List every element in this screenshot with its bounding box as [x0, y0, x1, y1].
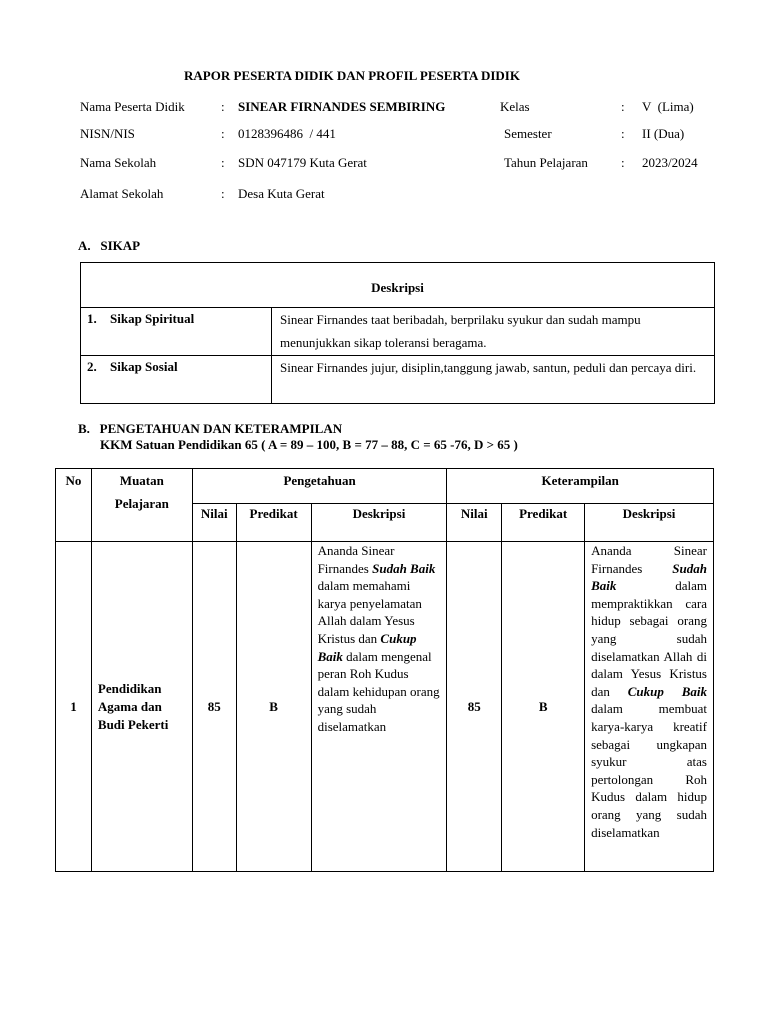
desc-text: dalam membuat karya-karya kreatif sebagai ungkapan syukur atas pertolongan Roh Kudus dalam hidup orang yang sudah diselamatkan — [591, 701, 707, 840]
nama-label: Nama Peserta Didik — [80, 99, 185, 114]
sikap-table-header: Deskripsi — [81, 263, 715, 308]
desc-emphasis: Sudah Baik — [591, 560, 707, 594]
nisn-label: NISN/NIS — [80, 126, 135, 141]
sekolah-value: SDN 047179 Kuta Gerat — [238, 155, 367, 170]
desc-text: dalam mempraktikkan cara hidup sebagai orang yang sudah diselamatkan Allah di dalam Yesus Kristus dan — [591, 578, 707, 699]
kelas-value: V (Lima) — [642, 99, 694, 114]
table-row — [81, 356, 715, 404]
row-k-deskripsi — [585, 542, 714, 872]
section-b-heading: B. PENGETAHUAN DAN KETERAMPILAN — [78, 421, 343, 436]
semester-value: II (Dua) — [642, 126, 685, 141]
desc-emphasis: Cukup Baik — [317, 630, 417, 664]
row-p-predikat: B — [236, 542, 311, 872]
col-no: No — [56, 469, 92, 542]
table-row — [56, 542, 714, 872]
col-muatan: Muatan Pelajaran — [91, 469, 192, 542]
sikap-sosial-desc: Sinear Firnandes jujur, disiplin,tanggung jawab, santun, peduli dan percaya diri. — [272, 356, 715, 404]
col-p-deskripsi: Deskripsi — [311, 504, 447, 542]
sikap-sosial-label: Sikap Sosial — [110, 359, 178, 374]
col-k-nilai: Nilai — [447, 504, 502, 542]
row-number: 1. — [87, 311, 97, 326]
sikap-label — [81, 308, 272, 356]
row-number: 2. — [87, 359, 97, 374]
sikap-spiritual-label: Sikap Spiritual — [110, 311, 195, 326]
tahun-label: Tahun Pelajaran — [504, 155, 588, 170]
desc-text: Ananda Sinear Firnandes — [591, 543, 707, 576]
alamat-label: Alamat Sekolah — [80, 186, 164, 201]
col-pengetahuan: Pengetahuan — [192, 469, 447, 504]
row-k-nilai: 85 — [447, 542, 502, 872]
section-b-heading-block — [78, 421, 518, 453]
col-k-predikat: Predikat — [502, 504, 585, 542]
semester-label: Semester — [504, 126, 552, 141]
nilai-table — [55, 468, 714, 872]
sikap-table — [80, 262, 715, 404]
kelas-label: Kelas — [500, 99, 530, 114]
colon: : — [621, 155, 625, 170]
sikap-spiritual-desc: Sinear Firnandes taat beribadah, berprilaku syukur dan sudah mampu menunjukkan sikap toleransi beragama. — [272, 308, 715, 356]
col-p-predikat: Predikat — [236, 504, 311, 542]
alamat-value: Desa Kuta Gerat — [238, 186, 325, 201]
tahun-value: 2023/2024 — [642, 155, 698, 170]
report-title: RAPOR PESERTA DIDIK DAN PROFIL PESERTA DIDIK — [184, 68, 520, 83]
colon: : — [221, 99, 225, 114]
colon: : — [221, 155, 225, 170]
nama-value: SINEAR FIRNANDES SEMBIRING — [238, 99, 446, 114]
colon: : — [221, 126, 225, 141]
nisn-value: 0128396486 / 441 — [238, 126, 336, 141]
row-mapel: Pendidikan Agama dan Budi Pekerti — [91, 542, 192, 872]
col-k-deskripsi: Deskripsi — [585, 504, 714, 542]
col-p-nilai: Nilai — [192, 504, 236, 542]
table-row — [81, 308, 715, 356]
row-p-deskripsi — [311, 542, 447, 872]
row-p-nilai: 85 — [192, 542, 236, 872]
row-k-predikat: B — [502, 542, 585, 872]
kkm-text: KKM Satuan Pendidikan 65 ( A = 89 – 100, B = 77 – 88, C = 65 -76, D > 65 ) — [100, 437, 518, 452]
section-a-heading: A. SIKAP — [78, 238, 141, 253]
col-keterampilan: Keterampilan — [447, 469, 714, 504]
desc-emphasis: Cukup Baik — [627, 683, 707, 699]
colon: : — [621, 99, 625, 114]
colon: : — [221, 186, 225, 201]
desc-text: dalam memahami karya penyelamatan Allah dalam Yesus Kristus dan — [317, 578, 422, 646]
sekolah-label: Nama Sekolah — [80, 155, 157, 170]
sikap-label — [81, 356, 272, 404]
desc-text: dalam mengenal peran Roh Kudus dalam kehidupan orang yang sudah diselamatkan — [317, 648, 440, 734]
colon: : — [621, 126, 625, 141]
desc-emphasis: Sudah Baik — [372, 560, 436, 576]
row-no: 1 — [56, 542, 92, 872]
desc-text: Ananda Sinear Firnandes — [317, 543, 395, 576]
